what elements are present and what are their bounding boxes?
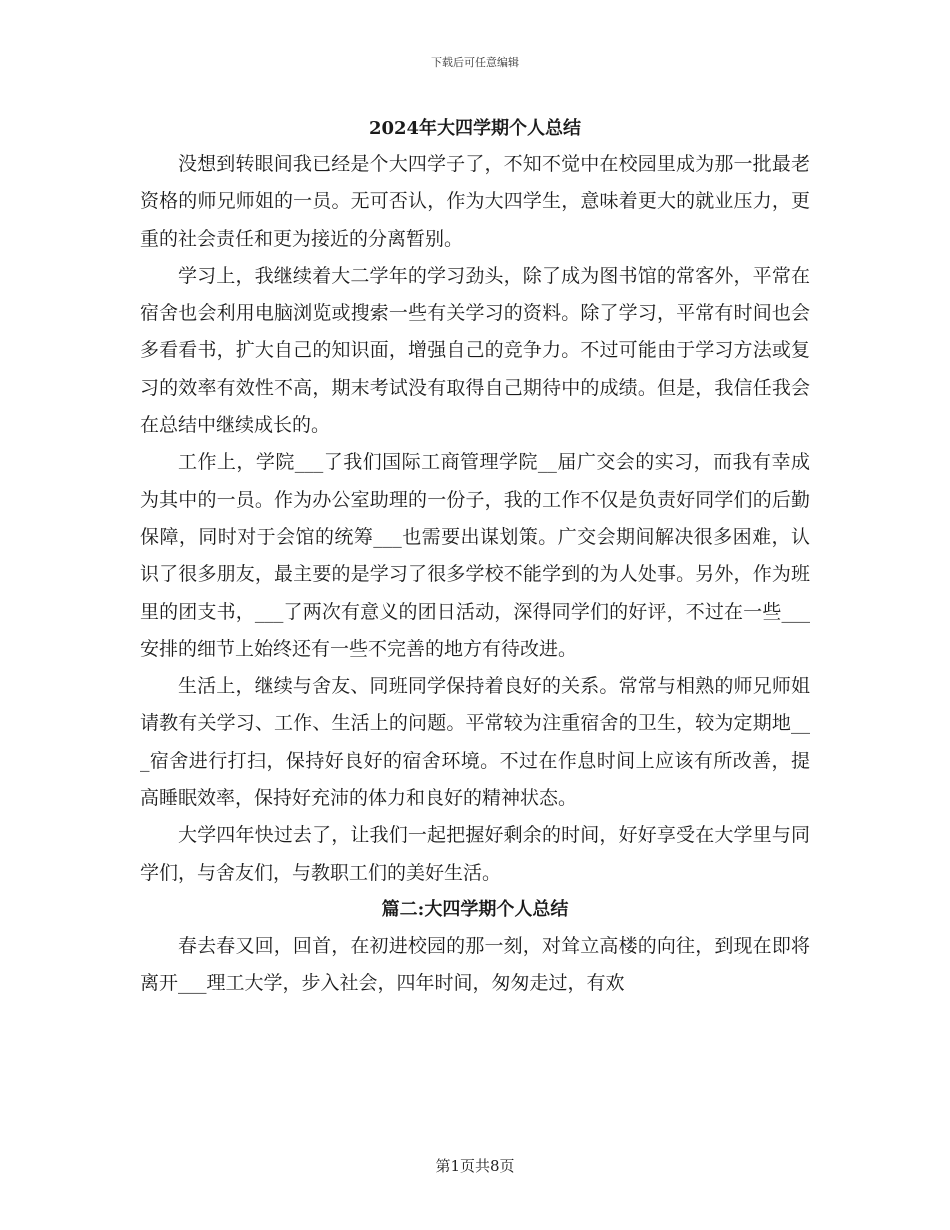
paragraph-section-two: 春去春又回，回首，在初进校园的那一刻，对耸立高楼的向往，到现在即将离开___理工大学，步入社会，四年时间，匆匆走过，有欢 <box>140 934 810 995</box>
document-body <box>140 112 810 1003</box>
paragraph-closing: 大学四年快过去了，让我们一起把握好剩余的时间，好好享受在大学里与同学们，与舍友们，与教职工们的美好生活。 <box>140 824 810 884</box>
paragraph-life: 生活上，继续与舍友、同班同学保持着良好的关系。常常与相熟的师兄师姐请教有关学习、工作、生活上的问题。平常较为注重宿舍的卫生，较为定期地___宿舍进行打扫，保持好良好的宿舍环境。不过在作息时间上应该有所改善，提高睡眠效率，保持好充沛的体力和良好的精神状态。 <box>140 675 810 810</box>
header-note: 下载后可任意编辑 <box>431 56 519 69</box>
paragraph-work: 工作上，学院___了我们国际工商管理学院__届广交会的实习，而我有幸成为其中的一员。作为办公室助理的一份子，我的工作不仅是负责好同学们的后勤保障，同时对于会馆的统筹___也需要出谋划策。广交会期间解决很多困难，认识了很多朋友，最主要的是学习了很多学校不能学到的为人处事。另外，作为班里的团支书，___了两次有意义的团日活动，深得同学们的好评，不过在一些___安排的细节上始终还有一些不完善的地方有待改进。 <box>140 451 810 660</box>
section-subtitle: 篇二:大四学期个人总结 <box>381 898 569 920</box>
paragraph-intro: 没想到转眼间我已经是个大四学子了，不知不觉中在校园里成为那一批最老资格的师兄师姐的一员。无可否认，作为大四学生，意味着更大的就业压力，更重的社会责任和更为接近的分离暂别。 <box>140 153 810 250</box>
paragraph-study: 学习上，我继续着大二学年的学习劲头，除了成为图书馆的常客外，平常在宿舍也会利用电脑浏览或搜索一些有关学习的资料。除了学习，平常有时间也会多看看书，扩大自己的知识面，增强自己的竞争力。不过可能由于学习方法或复习的效率有效性不高，期末考试没有取得自己期待中的成绩。但是，我信任我会在总结中继续成长的。 <box>140 264 810 437</box>
document-title: 2024年大四学期个人总结 <box>368 118 582 139</box>
page-number-footer: 第1页共8页 <box>435 1157 515 1175</box>
